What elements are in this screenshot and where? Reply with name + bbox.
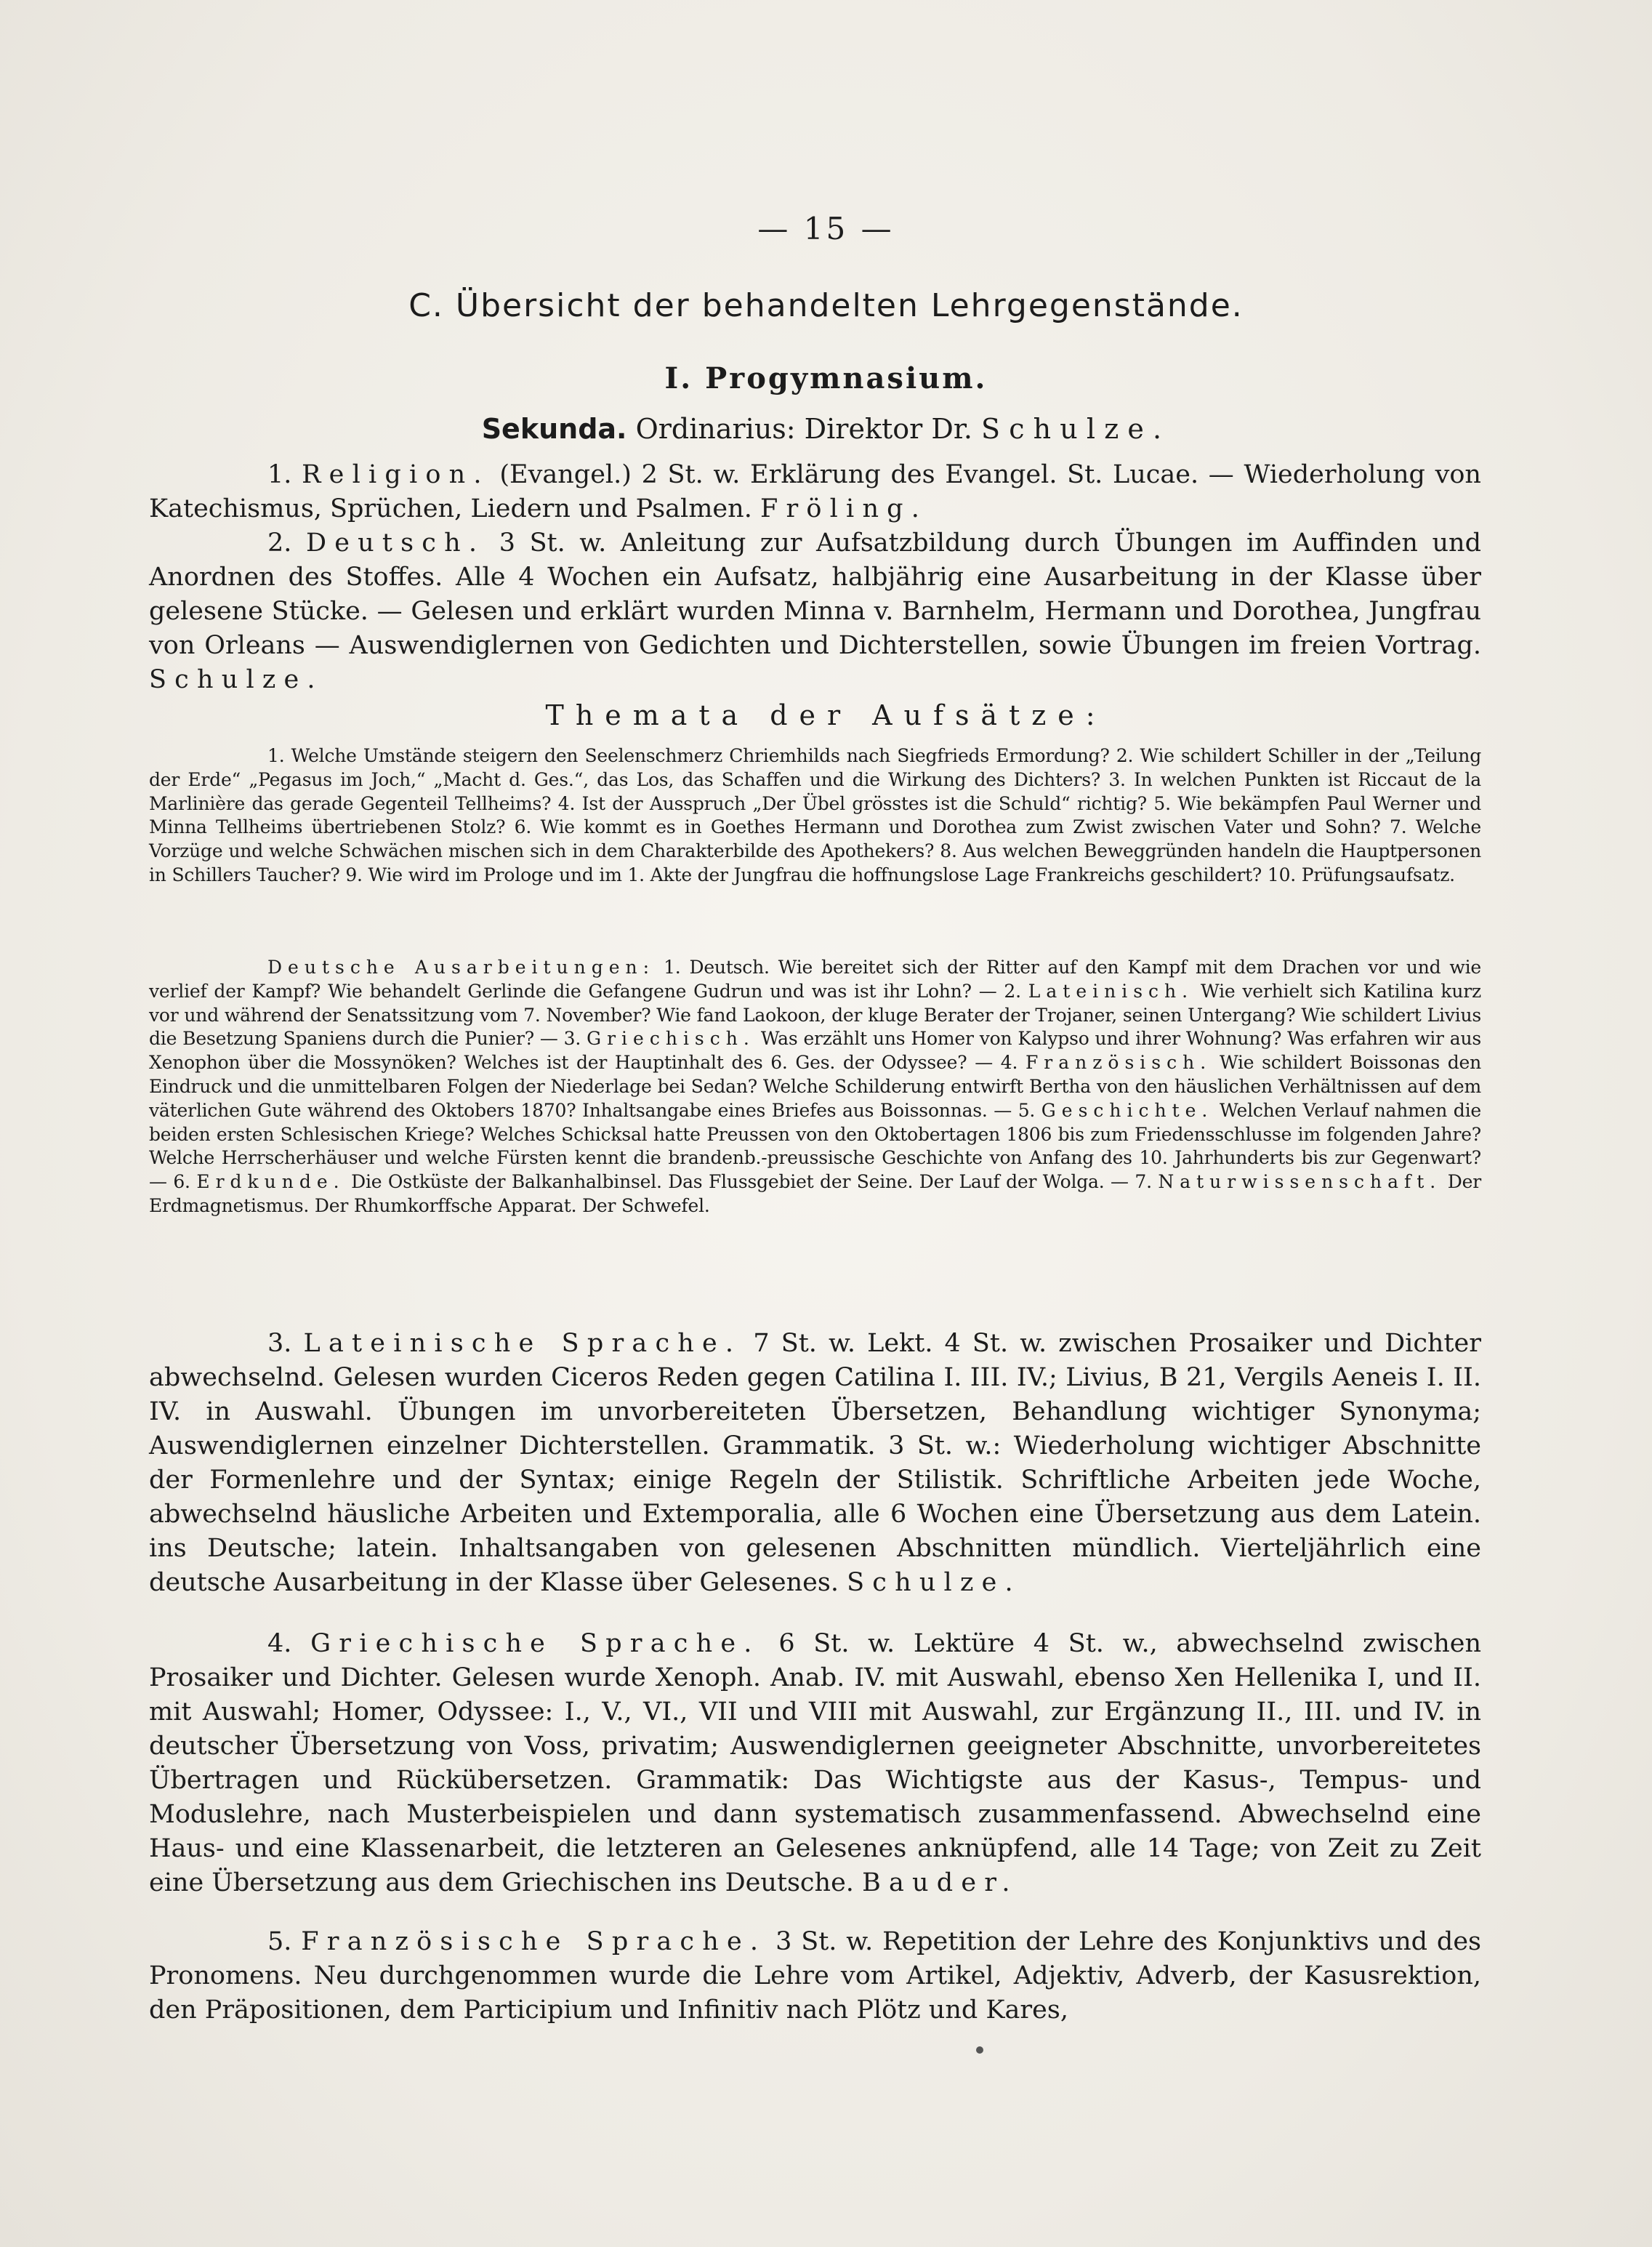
class-line [0,413,1652,445]
religion-paragraph [149,458,1481,526]
franzoesisch-title: Französische Sprache. [301,1927,767,1956]
religion-text: (Evangel.) 2 St. w. Erklärung des Evangel. St. Lucae. — Wiederholung von Katechismus, Sprüchen, Liedern und Psalmen. [149,460,1481,523]
religion-number: 1. [267,460,292,489]
griechisch-number: 4. [267,1629,292,1658]
class-ordinarius-name: Schulze. [981,413,1171,445]
franzoesisch-paragraph [149,1925,1481,2027]
latein-teacher: Schulze. [847,1568,1021,1597]
griechisch-teacher: Bauder. [862,1868,1018,1897]
griechisch-paragraph [149,1627,1481,1900]
deutsch-paragraph [149,526,1481,697]
themata-text: 1. Welche Umstände steigern den Seelenschmerz Chriemhilds nach Siegfrieds Ermordung? 2. Wie schildert Schiller in der „Teilung der Erde“ „Pegasus im Joch,“ „Macht d. Ges.“, das Los, das Schaffen und die Wirkung des Dichters? 3. In welchen Punkten ist Riccaut de la Marlinière das gerade Gegenteil Tellheims? 4. Ist der Ausspruch „Der Übel grösstes ist die Schuld“ richtig? 5. Wie bekämpfen Paul Werner und Minna Tellheims übertriebenen Stolz? 6. Wie kommt es in Goethes Hermann und Dorothea zum Zwist zwischen Vater und Sohn? 7. Welche Vorzüge und welche Schwächen mischen sich in dem Charakterbilde des Apothekers? 8. Aus welchen Beweggründen handeln die Hauptpersonen in Schillers Taucher? 9. Wie wird im Prologe und im 1. Akte der Jungfrau die hoffnungslose Lage Frankreichs geschildert? 10. Prüfungsaufsatz. [149,745,1481,885]
page-number: — 15 — [757,211,895,246]
franzoesisch-text: 3 St. w. Repetition der Lehre des Konjunktivs und des Pronomens. Neu durchgenommen wurde die Lehre vom Artikel, Adjektiv, Adverb, der Kasusrektion, den Präpositionen, dem Participium und Infinitiv nach Plötz und Kares, [149,1927,1481,2025]
deutsch-text: 3 St. w. Anleitung zur Aufsatzbildung durch Übungen im Auffinden und Anordnen des Stoffes. Alle 4 Wochen ein Aufsatz, halbjährig eine Ausarbeitung in der Klasse über gelesene Stücke. — Gelesen und erklärt wurden Minna v. Barnhelm, Hermann und Dorothea, Jungfrau von Orleans — Auswendiglernen von Gedichten und Dichterstellen, sowie Übungen im freien Vortrag. [149,528,1481,660]
class-label: Sekunda. [481,413,627,445]
ink-dot [976,2046,983,2054]
ausarbeitungen-text-5: Welchen Verlauf nahmen die beiden ersten Schlesischen Kriege? Welches Schicksal hatte Preussen von den Oktobertagen 1806 bis zum Friedensschlusse im folgenden Jahre? Welche Herrscherhäuser und welche Fürsten kennt die brandenb.-preussische Geschichte von Anfang des 10. Jahrhunderts bis zur Gegenwart? — 6. [149,1099,1481,1193]
ausarbeitungen-franzoesisch: Französisch. [1025,1052,1212,1074]
griechisch-text: 6 St. w. Lektüre 4 St. w., abwechselnd zwischen Prosaiker und Dichter. Gelesen wurde Xenoph. Anab. IV. mit Auswahl, ebenso Xen Hellenika I, und II. mit Auswahl; Homer, Odyssee: I., V., VI., VII und VIII mit Auswahl, zur Ergänzung II., III. und IV. in deutscher Übersetzung von Voss, privatim; Auswendiglernen geeigneter Abschnitte, unvorbereitetes Übertragen und Rückübersetzen. Grammatik: Das Wichtigste aus der Kasus-, Tempus- und Moduslehre, nach Musterbeispielen und dann systematisch zusammenfassend. Abwechselnd eine Haus- und eine Klassenarbeit, die letzteren an Gelesenes anknüpfend, alle 14 Tage; von Zeit zu Zeit eine Übersetzung aus dem Griechischen ins Deutsche. [149,1629,1481,1897]
deutsch-number: 2. [267,528,292,558]
ausarbeitungen-geschichte: Geschichte. [1041,1099,1214,1121]
ausarbeitungen-label: Deutsche Ausarbeitungen: [267,957,656,978]
ausarbeitungen-text-3: Was erzählt uns Homer von Kalypso und ihrer Wohnung? Was erfahren wir aus Xenophon über die Mossynöken? Welches ist der Hauptinhalt des 6. Ges. der Odyssee? — 4. [149,1028,1481,1074]
ausarbeitungen-text-4: Wie schildert Boissonas den Eindruck und die unmittelbaren Folgen der Niederlage bei Sedan? Welche Schilderung entwirft Bertha von den häuslichen Verhältnissen auf dem väterlichen Gute während des Oktobers 1870? Inhaltsangabe eines Briefes aus Boissonnas. — 5. [149,1052,1481,1121]
ausarbeitungen-text-7: Der Erdmagnetismus. Der Rhumkorffsche Apparat. Der Schwefel. [149,1171,1481,1216]
ausarbeitungen-text-1: 1. Deutsch. Wie bereitet sich der Ritter auf den Kampf mit dem Drachen vor und wie verlief der Kampf? Wie behandelt Gerlinde die Gefangene Gudrun und was ist ihr Lohn? — 2. [149,957,1482,1002]
ausarbeitungen-erdkunde: Erdkunde. [196,1171,345,1193]
ausarbeitungen-latein: Lateinisch. [1028,980,1194,1002]
ausarbeitungen-text-6: Die Ostküste der Balkanhalbinsel. Das Flussgebiet der Seine. Der Lauf der Wolga. — 7. [351,1171,1152,1193]
themata-title: Themata der Aufsätze: [545,699,1107,731]
school-heading: I. Progymnasium. [664,361,988,395]
class-ordinarius: Ordinarius: Direktor Dr. [635,413,972,445]
griechisch-title: Griechische Sprache. [310,1629,760,1658]
deutsch-teacher: Schulze. [149,665,323,694]
franzoesisch-number: 5. [267,1927,292,1956]
religion-title: Religion. [302,460,490,489]
latein-number: 3. [267,1329,292,1358]
ausarbeitungen-naturwissenschaft: Naturwissenschaft. [1158,1171,1442,1193]
deutsch-title: Deutsch. [305,528,485,558]
ausarbeitungen-paragraph [149,956,1481,1218]
ausarbeitungen-text-2: Wie verhielt sich Katilina kurz vor und während der Senatssitzung vom 7. November? Wie fand Laokoon, der kluge Berater der Trojaner, seinen Untergang? Wie schildert Livius die Besetzung Spaniens durch die Punier? — 3. [149,980,1482,1050]
latein-paragraph [149,1327,1481,1600]
section-heading: C. Übersicht der behandelten Lehrgegenstände. [408,287,1244,324]
latein-title: Lateinische Sprache. [303,1329,742,1358]
ausarbeitungen-griechisch: Griechisch. [587,1028,755,1050]
latein-text: 7 St. w. Lekt. 4 St. w. zwischen Prosaiker und Dichter abwechselnd. Gelesen wurden Ciceros Reden gegen Catilina I. III. IV.; Livius, B 21, Vergils Aeneis I. II. IV. in Auswahl. Übungen im unvorbereiteten Übersetzen, Behandlung wichtiger Synonyma; Auswendiglernen einzelner Dichterstellen. Grammatik. 3 St. w.: Wiederholung wichtiger Abschnitte der Formenlehre und der Syntax; einige Regeln der Stilistik. Schriftliche Arbeiten jede Woche, abwechselnd häusliche Arbeiten und Extemporalia, alle 6 Wochen eine Übersetzung aus dem Latein. ins Deutsche; latein. Inhaltsangaben von gelesenen Abschnitten mündlich. Vierteljährlich eine deutsche Ausarbeitung in der Klasse über Gelesenes. [149,1329,1481,1597]
religion-teacher: Fröling. [759,494,928,523]
themata-paragraph [149,744,1481,888]
